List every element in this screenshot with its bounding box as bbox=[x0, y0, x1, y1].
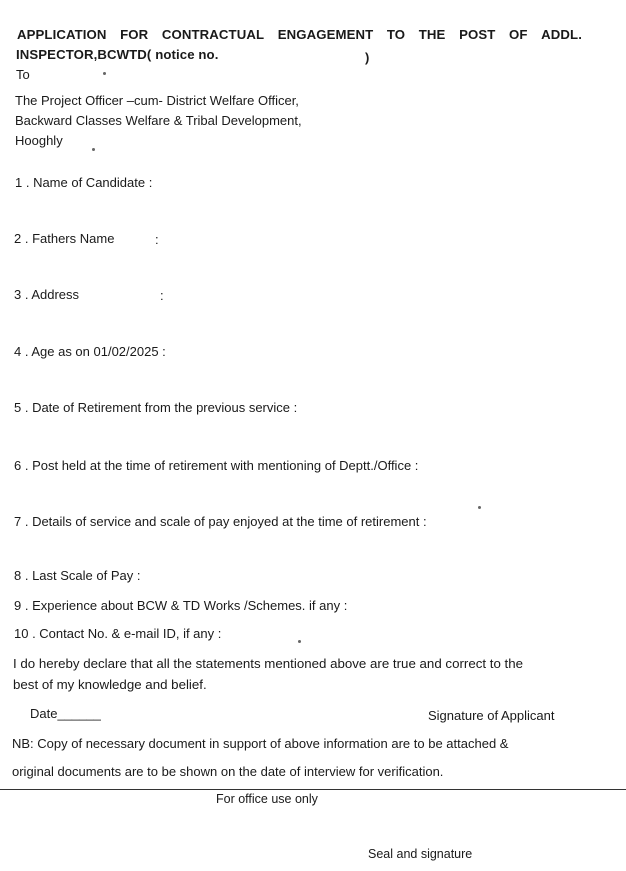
date-line: Date______ bbox=[30, 706, 101, 721]
title-word: OF bbox=[509, 27, 528, 42]
field-experience: 9 . Experience about BCW & TD Works /Schemes. if any : bbox=[14, 598, 348, 613]
address-to: To bbox=[16, 67, 30, 82]
title-word: ENGAGEMENT bbox=[277, 27, 374, 42]
declaration-line-2: best of my knowledge and belief. bbox=[13, 677, 207, 692]
title-word: TO bbox=[386, 27, 406, 42]
scan-speck bbox=[298, 640, 301, 643]
office-use-label: For office use only bbox=[216, 792, 318, 806]
closing-parenthesis: ) bbox=[365, 50, 370, 65]
nb-line-1: NB: Copy of necessary document in support of above information are to be attached & bbox=[12, 736, 509, 751]
field-name-of-candidate: 1 . Name of Candidate : bbox=[15, 175, 153, 190]
scan-speck bbox=[92, 148, 95, 151]
form-title-line-2: INSPECTOR,BCWTD( notice no. bbox=[16, 47, 219, 62]
address-line-2: Backward Classes Welfare & Tribal Development, bbox=[15, 113, 302, 128]
field-post-held: 6 . Post held at the time of retirement with mentioning of Deptt./Office : bbox=[14, 458, 419, 473]
field-details-of-service: 7 . Details of service and scale of pay enjoyed at the time of retirement : bbox=[14, 514, 427, 529]
field-date-of-retirement: 5 . Date of Retirement from the previous service : bbox=[14, 400, 298, 415]
scan-speck bbox=[478, 506, 481, 509]
title-word: FOR bbox=[120, 27, 149, 42]
title-word: POST bbox=[459, 27, 496, 42]
office-use-divider bbox=[0, 789, 626, 790]
title-word: APPLICATION bbox=[17, 27, 107, 42]
signature-of-applicant: Signature of Applicant bbox=[428, 708, 555, 723]
seal-and-signature: Seal and signature bbox=[368, 847, 473, 861]
field-fathers-name: 2 . Fathers Name bbox=[14, 231, 115, 246]
field-age: 4 . Age as on 01/02/2025 : bbox=[14, 344, 166, 359]
field-address: 3 . Address bbox=[14, 287, 80, 302]
field-contact: 10 . Contact No. & e-mail ID, if any : bbox=[14, 626, 222, 641]
title-word: CONTRACTUAL bbox=[161, 27, 265, 42]
field-last-scale-of-pay: 8 . Last Scale of Pay : bbox=[14, 568, 141, 583]
form-title-line-1 bbox=[17, 27, 582, 42]
address-line-3: Hooghly bbox=[15, 133, 63, 148]
declaration-line-1: I do hereby declare that all the statements mentioned above are true and correct to the bbox=[13, 656, 524, 671]
scan-speck bbox=[103, 72, 106, 75]
address-line-1: The Project Officer –cum- District Welfare Officer, bbox=[15, 93, 299, 108]
nb-line-2: original documents are to be shown on the date of interview for verification. bbox=[12, 764, 444, 779]
title-word: ADDL. bbox=[541, 27, 582, 42]
field-address-colon: : bbox=[160, 288, 164, 303]
title-word: THE bbox=[418, 27, 446, 42]
field-fathers-name-colon: : bbox=[155, 232, 159, 247]
